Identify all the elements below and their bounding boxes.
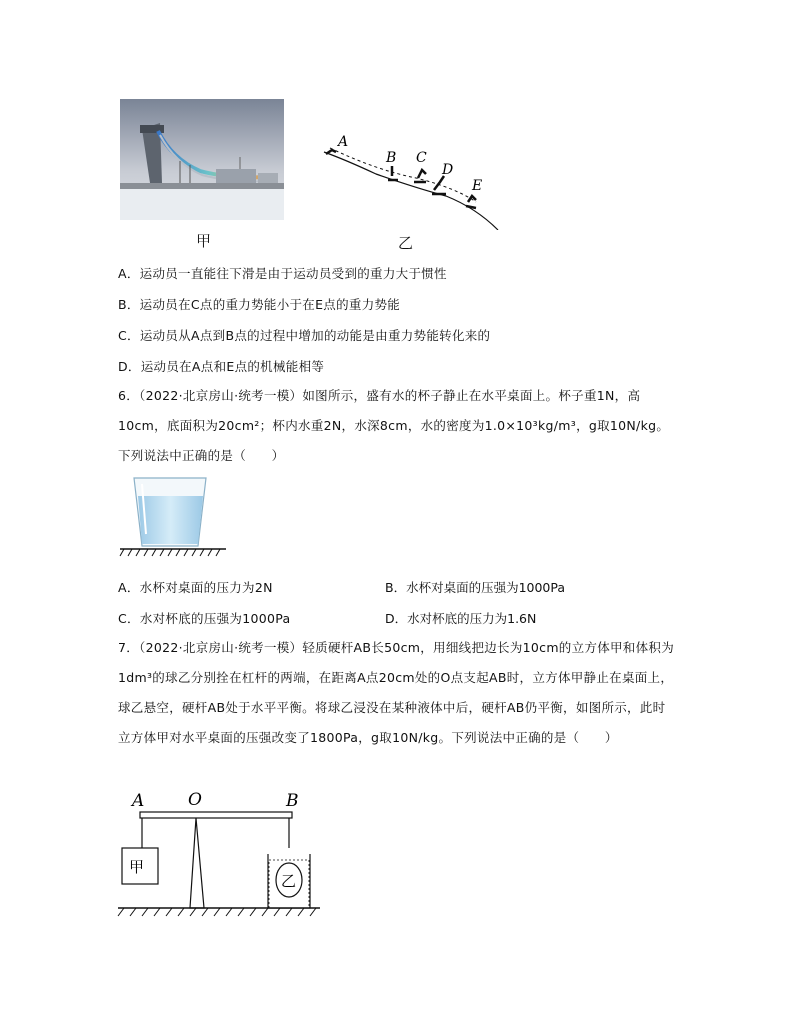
point-label-a: A (338, 134, 349, 150)
point-label-e: E (472, 178, 483, 194)
cube-label-jia: 甲 (129, 858, 145, 876)
q6-option-b: B．水杯对桌面的压强为1000Pa (385, 580, 566, 595)
skier-icon-c (414, 170, 426, 182)
figure-caption-yi: 乙 (398, 234, 414, 252)
lever-label-a: A (132, 791, 145, 811)
slope-diagram (316, 130, 506, 230)
figure-caption-jia: 甲 (196, 232, 212, 250)
lever-figure (114, 786, 326, 920)
q5-option-b: B．运动员在C点的重力势能小于在E点的重力势能 (118, 297, 401, 312)
point-label-d: D (442, 162, 454, 178)
q5-option-c: C．运动员从A点到B点的过程中增加的动能是由重力势能转化来的 (118, 328, 491, 343)
q7-stem: 7．（2022·北京房山·统考一模）轻质硬杆AB长50cm，用细线把边长为10cm的立方体甲和体积为1dm³的球乙分别拴在杠杆的两端，在距离A点20cm处的O点支起AB时，立方体甲静止在桌面上，球乙悬空，硬杆AB处于水平平衡。将球乙浸没在某种液体中后，硬杆AB仍平衡，如图所示，此时立方体甲对水平桌面的压强改变了1800Pa，g取10N/kg。下列说法中正确的是（ ） (118, 640, 674, 745)
skier-icon-a (326, 150, 336, 154)
q5-option-a: A．运动员一直能往下滑是由于运动员受到的重力大于惯性 (118, 266, 447, 281)
q6-option-c: C．水对杯底的压强为1000Pa (118, 611, 291, 626)
lever-label-o: O (188, 790, 202, 810)
q6-option-a: A．水杯对桌面的压力为2N (118, 580, 273, 595)
point-label-c: C (416, 150, 427, 166)
lever-label-b: B (286, 791, 299, 811)
ski-jump-photo (120, 99, 284, 220)
q6-option-d: D．水对杯底的压力为1.6N (385, 611, 537, 626)
skier-icon-b (388, 166, 398, 180)
point-label-b: B (386, 150, 397, 166)
q6-stem: 6．（2022·北京房山·统考一模）如图所示，盛有水的杯子静止在水平桌面上。杯子重1N，高10cm，底面积为20cm²；杯内水重2N，水深8cm，水的密度为1.0×10³kg/m³，g取10N/kg。下列说法中正确的是（ ） (118, 388, 670, 463)
water-cup-figure (118, 474, 234, 560)
ball-label-yi: 乙 (281, 872, 297, 890)
skier-icon-e (466, 196, 476, 208)
q5-option-d: D．运动员在A点和E点的机械能相等 (118, 359, 325, 374)
skier-icon-d (432, 176, 446, 194)
